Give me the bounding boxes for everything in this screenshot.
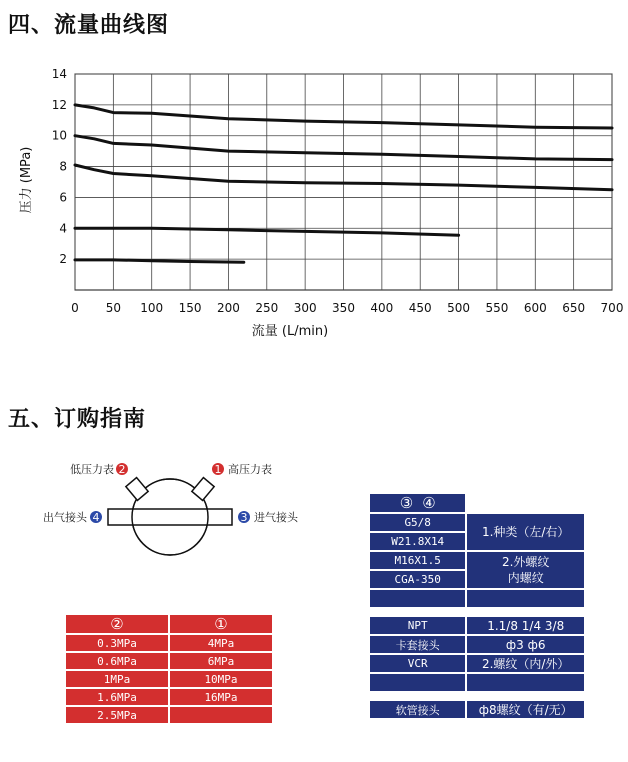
series-line-2MPa — [75, 260, 244, 262]
table-row: 2.5MPa — [66, 707, 272, 723]
y-tick-label: 2 — [59, 252, 67, 267]
table-row — [370, 674, 584, 691]
connection-table — [368, 492, 586, 720]
y-axis-label: 压力 (MPa) — [19, 146, 34, 214]
y-tick-label: 8 — [59, 159, 67, 174]
group1-desc-a: 1.种类（左/右） — [467, 514, 584, 550]
x-tick-label: 600 — [523, 301, 547, 315]
table-row: G5/8 1.种类（左/右） — [370, 514, 584, 531]
table-row: 软管接头 ф8螺纹（有/无） — [370, 701, 584, 718]
table-row — [370, 609, 584, 615]
table-row — [370, 590, 584, 607]
x-tick-label: 300 — [293, 301, 317, 315]
x-tick-label: 700 — [600, 301, 624, 315]
table-row: NPT 1.1/8 1/4 3/8 — [370, 617, 584, 634]
x-tick-label: 150 — [178, 301, 202, 315]
outlet-label: 出气接头 — [43, 511, 87, 524]
x-tick-label: 650 — [562, 301, 586, 315]
x-tick-label: 450 — [408, 301, 432, 315]
regulator-pipe — [108, 509, 232, 525]
table-row — [66, 615, 272, 633]
table-row — [370, 693, 584, 699]
x-tick-label: 200 — [216, 301, 240, 315]
x-tick-label: 0 — [71, 301, 79, 315]
y-tick-label: 10 — [51, 128, 67, 143]
pressure-table — [64, 613, 274, 725]
svg-text:3: 3 — [240, 511, 248, 524]
x-tick-label: 50 — [105, 301, 121, 315]
x-tick-label: 550 — [485, 301, 509, 315]
x-tick-label: 100 — [140, 301, 164, 315]
x-tick-label: 400 — [370, 301, 394, 315]
flow-curve-chart — [0, 60, 628, 350]
svg-text:1: 1 — [214, 463, 222, 476]
table-row: 0.6MPa 6MPa — [66, 653, 272, 669]
y-tick-label: 14 — [51, 67, 67, 81]
x-axis-label: 流量 (L/min) — [251, 324, 329, 339]
header-low: ② — [66, 615, 168, 633]
table-row: CGA-350 — [370, 571, 584, 588]
table-row: VCR 2.螺纹（内/外） — [370, 655, 584, 672]
y-tick-label: 6 — [59, 190, 67, 205]
header-high: ① — [170, 615, 272, 633]
table-row: 卡套接头 ф3 ф6 — [370, 636, 584, 653]
table-row: W21.8X14 — [370, 533, 584, 550]
table-row: 1MPa 10MPa — [66, 671, 272, 687]
y-tick-label: 4 — [59, 221, 67, 236]
svg-text:2: 2 — [118, 463, 126, 476]
table-row — [370, 494, 584, 512]
order-guide-section-title: 五、订购指南 — [8, 407, 147, 432]
svg-text:4: 4 — [92, 511, 100, 524]
regulator-diagram — [30, 455, 330, 575]
flow-chart-section-title: 四、流量曲线图 — [8, 13, 170, 38]
table-row: 1.6MPa 16MPa — [66, 689, 272, 705]
group1-desc-b: 2.外螺纹 内螺纹 — [467, 552, 584, 588]
x-tick-label: 350 — [332, 301, 355, 315]
connection-header: ③ ④ — [370, 494, 465, 512]
x-tick-label: 250 — [255, 301, 279, 315]
inlet-label: 进气接头 — [254, 511, 298, 524]
y-tick-label: 12 — [51, 97, 67, 112]
table-row: 0.3MPa 4MPa — [66, 635, 272, 651]
low-gauge-label: 低压力表 — [70, 463, 114, 476]
x-tick-label: 500 — [447, 301, 471, 315]
chart-ticks — [52, 67, 624, 315]
high-gauge-label: 高压力表 — [228, 463, 272, 476]
table-row: M16X1.5 2.外螺纹 内螺纹 — [370, 552, 584, 569]
